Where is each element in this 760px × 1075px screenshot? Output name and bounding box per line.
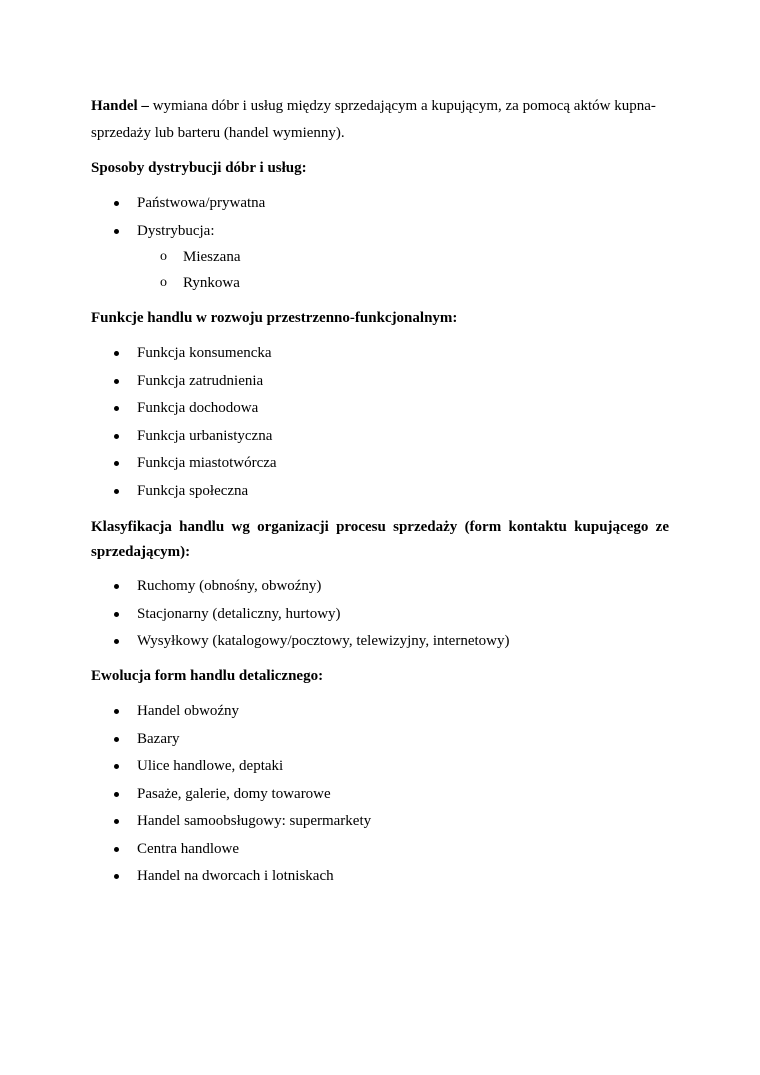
bullet-icon — [114, 764, 119, 769]
list-item: Funkcja miastotwórcza — [137, 455, 277, 471]
bullet-icon — [114, 709, 119, 714]
list-item: Pasaże, galerie, domy towarowe — [137, 786, 331, 802]
bullet-icon — [114, 461, 119, 466]
intro-line-1 — [91, 97, 656, 115]
intro-line-2: sprzedaży lub barteru (handel wymienny). — [91, 125, 345, 141]
list-item: Handel obwoźny — [137, 703, 240, 719]
sub-bullet-icon: o — [160, 249, 167, 264]
section-heading-evolution: Ewolucja form handlu detalicznego: — [91, 668, 324, 684]
section-heading-classification-line-1: Klasyfikacja handlu wg organizacji procesu sprzedaży (form kontaktu kupującego ze — [91, 519, 669, 535]
bullet-icon — [114, 819, 119, 824]
list-item: Dystrybucja: — [137, 223, 215, 239]
bullet-icon — [114, 639, 119, 644]
list-item: Ruchomy (obnośny, obwoźny) — [137, 578, 322, 594]
bullet-icon — [114, 489, 119, 494]
list-item: Państwowa/prywatna — [137, 195, 266, 211]
list-item: Funkcja społeczna — [137, 483, 249, 499]
bullet-icon — [114, 434, 119, 439]
list-item: Handel na dworcach i lotniskach — [137, 868, 334, 884]
list-item: Wysyłkowy (katalogowy/pocztowy, telewizyjny, internetowy) — [137, 633, 510, 649]
list-item: Ulice handlowe, deptaki — [137, 758, 284, 774]
list-item: Centra handlowe — [137, 841, 240, 857]
bullet-icon — [114, 874, 119, 879]
sub-list-item: Rynkowa — [183, 275, 240, 291]
sub-list-item: Mieszana — [183, 249, 241, 265]
section-heading-classification-line-2: sprzedającym): — [91, 544, 191, 560]
list-item: Funkcja urbanistyczna — [137, 428, 273, 444]
section-heading-functions: Funkcje handlu w rozwoju przestrzenno-funkcjonalnym: — [91, 310, 458, 326]
list-item: Handel samoobsługowy: supermarkety — [137, 813, 372, 829]
list-item: Funkcja dochodowa — [137, 400, 259, 416]
list-item: Bazary — [137, 731, 180, 747]
bullet-icon — [114, 584, 119, 589]
intro-definition-1: wymiana dóbr i usług między sprzedającym a kupującym, za pomocą aktów kupna- — [148, 98, 656, 114]
bullet-icon — [114, 201, 119, 206]
bullet-icon — [114, 792, 119, 797]
list-item: Funkcja zatrudnienia — [137, 373, 264, 389]
bullet-icon — [114, 351, 119, 356]
list-item: Funkcja konsumencka — [137, 345, 272, 361]
list-item: Stacjonarny (detaliczny, hurtowy) — [137, 606, 341, 622]
bullet-icon — [114, 379, 119, 384]
bullet-icon — [114, 737, 119, 742]
section-heading-distribution: Sposoby dystrybucji dóbr i usług: — [91, 160, 307, 176]
bullet-icon — [114, 406, 119, 411]
intro-term: Handel – — [91, 98, 149, 114]
bullet-icon — [114, 612, 119, 617]
bullet-icon — [114, 847, 119, 852]
sub-bullet-icon: o — [160, 275, 167, 290]
bullet-icon — [114, 229, 119, 234]
